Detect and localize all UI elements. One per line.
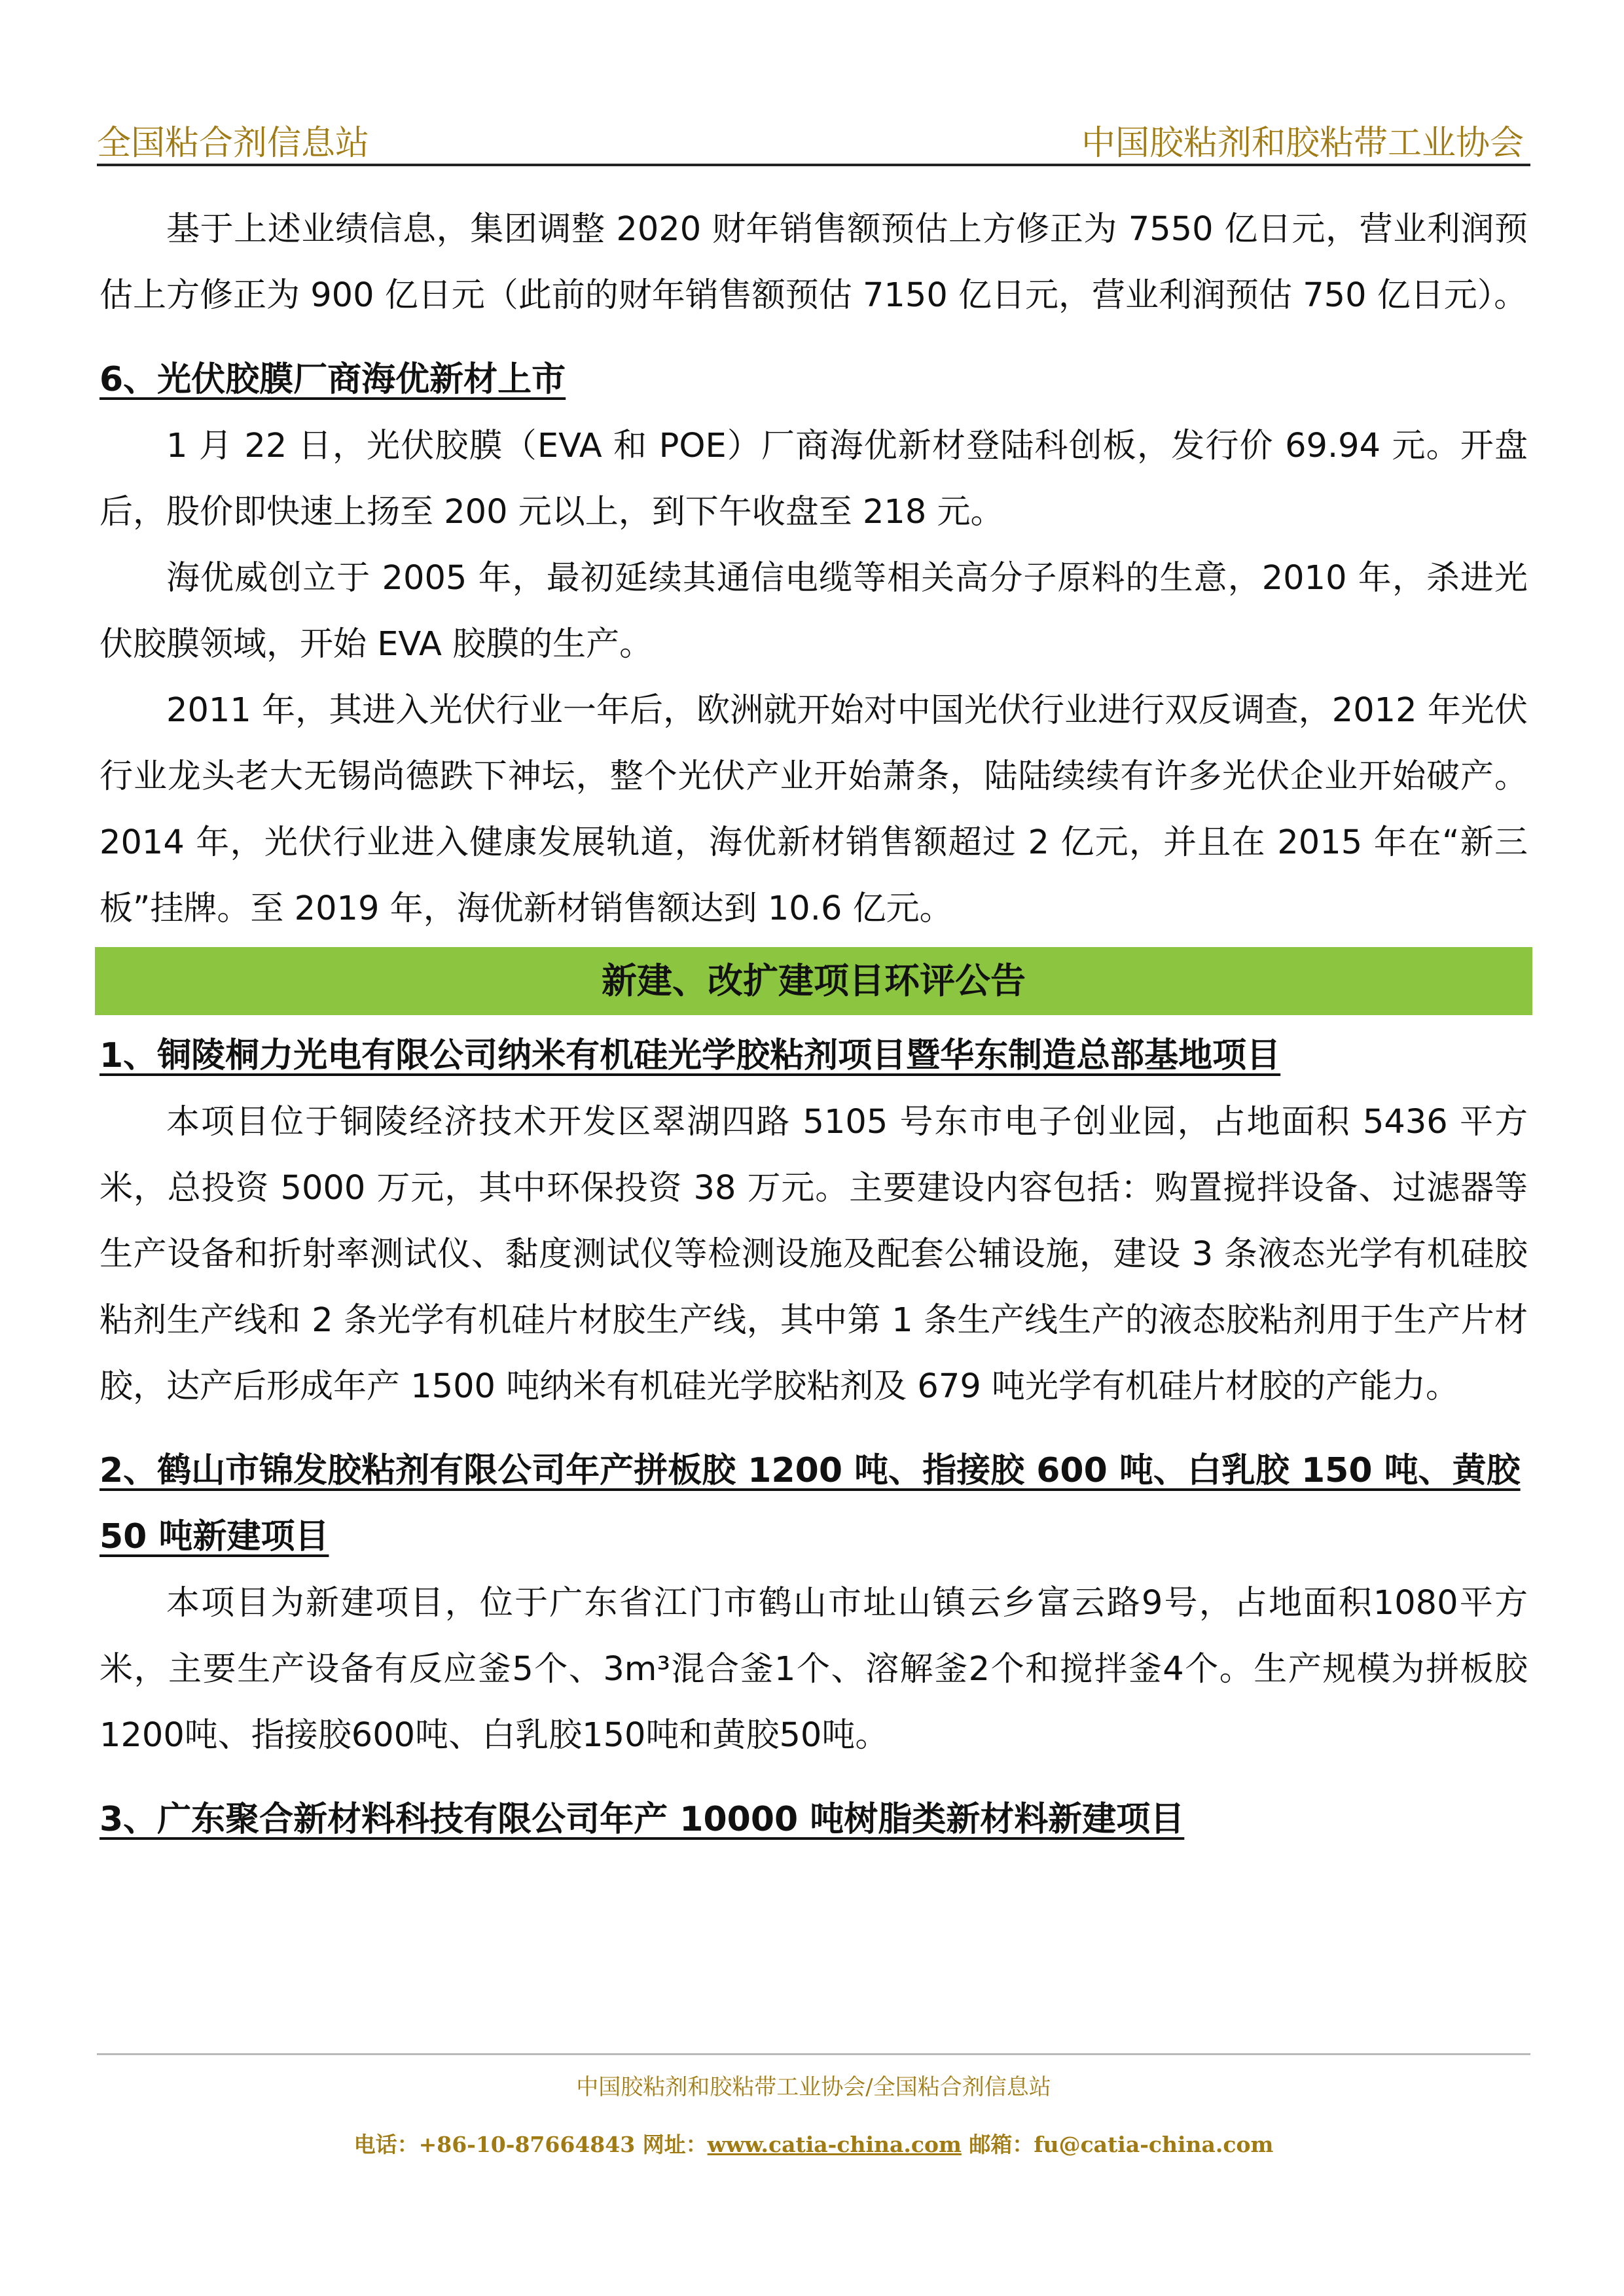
page-footer	[97, 2053, 1530, 2161]
page-header	[97, 111, 1530, 166]
footer-website-link[interactable]: www.catia-china.com	[707, 2132, 962, 2157]
footer-organization: 中国胶粘剂和胶粘带工业协会/全国粘合剂信息站	[576, 2074, 1051, 2100]
project-3-title	[99, 1787, 1528, 1853]
intro-paragraph: 基于上述业绩信息，集团调整 2020 财年销售额预估上方修正为 7550 亿日元，营业利润预估上方修正为 900 亿日元（此前的财年销售额预估 7150 亿日元，营业利润预估 750 亿日元）。	[99, 210, 1528, 315]
project-2-title	[99, 1438, 1528, 1570]
project-1-title-text: 1、铜陵桐力光电有限公司纳米有机硅光学胶粘剂项目暨华东制造总部基地项目	[99, 1036, 1281, 1075]
section-6-title	[99, 347, 1528, 413]
project-1-paragraph: 本项目位于铜陵经济技术开发区翠湖四路 5105 号东市电子创业园，占地面积 5436 平方米，总投资 5000 万元，其中环保投资 38 万元。主要建设内容包括：购置搅拌设备、过滤器等生产设备和折射率测试仪、黏度测试仪等检测设施及配套公辅设施，建设 3 条液态光学有机硅胶粘剂生产线和 2 条光学有机硅片材胶生产线，其中第 1 条生产线生产的液态胶粘剂用于生产片材胶，达产后形成年产 1500 吨纳米有机硅光学胶粘剂及 679 吨光学有机硅片材胶的产能力。	[99, 1103, 1528, 1406]
section-6-title-text: 6、光伏胶膜厂商海优新材上市	[99, 360, 566, 399]
document-body	[99, 196, 1528, 1853]
section-band-title: 新建、改扩建项目环评公告	[95, 947, 1532, 1015]
section-6-paragraph-1: 1 月 22 日，光伏胶膜（EVA 和 POE）厂商海优新材登陆科创板，发行价 69.94 元。开盘后，股价即快速上扬至 200 元以上，到下午收盘至 218 元。	[99, 427, 1528, 531]
header-right-title: 中国胶粘剂和胶粘带工业协会	[1081, 124, 1524, 163]
header-left-title: 全国粘合剂信息站	[97, 124, 370, 163]
project-2-title-text: 2、鹤山市锦发胶粘剂有限公司年产拼板胶 1200 吨、指接胶 600 吨、白乳胶 150 吨、黄胶 50 吨新建项目	[99, 1451, 1521, 1556]
project-2-paragraph: 本项目为新建项目，位于广东省江门市鹤山市址山镇云乡富云路9号，占地面积1080平方米，主要生产设备有反应釜5个、3m³混合釜1个、溶解釜2个和搅拌釜4个。生产规模为拼板胶1200吨、指接胶600吨、白乳胶150吨和黄胶50吨。	[99, 1584, 1528, 1755]
spacer	[99, 1420, 1528, 1438]
footer-contact	[97, 2128, 1530, 2161]
section-6-paragraph-2: 海优威创立于 2005 年，最初延续其通信电缆等相关高分子原料的生意，2010 年，杀进光伏胶膜领域，开始 EVA 胶膜的生产。	[99, 559, 1528, 664]
spacer	[99, 329, 1528, 347]
section-6-paragraph-3: 2011 年，其进入光伏行业一年后，欧洲就开始对中国光伏行业进行双反调查，2012 年光伏行业龙头老大无锡尚德跌下神坛，整个光伏产业开始萧条，陆陆续续有许多光伏企业开始破产。2014 年，光伏行业进入健康发展轨道，海优新材销售额超过 2 亿元，并且在 2015 年在“新三板”挂牌。至 2019 年，海优新材销售额达到 10.6 亿元。	[99, 691, 1528, 928]
project-1-title	[99, 1023, 1528, 1089]
footer-phone: 电话：+86-10-87664843 网址：	[353, 2132, 708, 2157]
project-3-title-text: 3、广东聚合新材料科技有限公司年产 10000 吨树脂类新材料新建项目	[99, 1800, 1185, 1839]
spacer	[99, 1768, 1528, 1787]
footer-email-label: 邮箱：	[961, 2132, 1034, 2157]
footer-email[interactable]: fu@catia-china.com	[1034, 2132, 1274, 2157]
